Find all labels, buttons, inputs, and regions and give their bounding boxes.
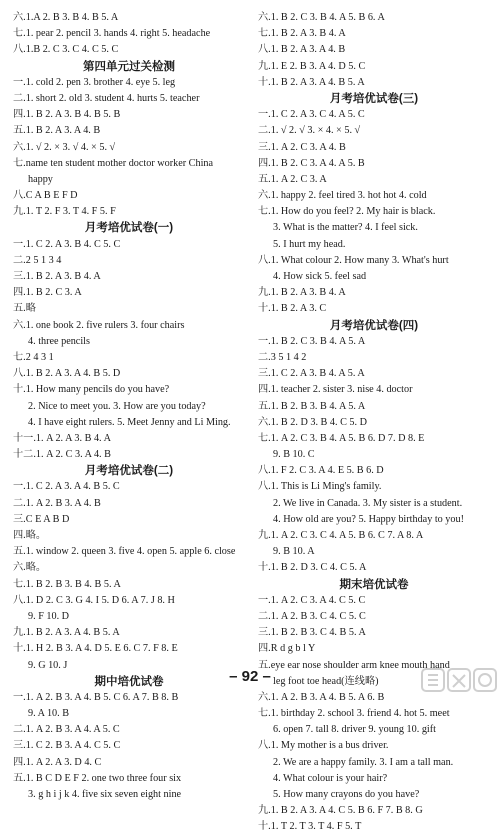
right-answer-line: 三.1. B 2. B 3. C 4. B 5. A <box>258 627 366 639</box>
right-answer-line: 十.1. T 2. T 3. T 4. F 5. T <box>258 821 362 833</box>
left-answer-line: 六.1.A 2. B 3. B 4. B 5. A <box>13 12 119 23</box>
left-answer-line: 四.1. B 2. A 3. B 4. B 5. B <box>13 109 121 121</box>
right-answer-line: 三.1. C 2. A 3. B 4. A 5. A <box>258 368 365 380</box>
right-answer-line: 八.1. What colour 2. How many 3. What's hurt <box>258 254 449 266</box>
right-answer-line: 八.1. B 2. A 3. A 4. B <box>258 44 346 56</box>
right-answer-line: 九.1. B 2. A 3. A 4. C 5. B 6. F 7. B 8. G <box>258 805 423 817</box>
left-answer-line: 9. A 10. B <box>28 708 70 720</box>
right-answer-line: 二.1. A 2. B 3. C 4. C 5. C <box>258 610 366 622</box>
left-answer-line: 二.1. short 2. old 3. student 4. hurts 5. teacher <box>13 92 200 104</box>
right-answer-column <box>258 10 490 836</box>
left-answer-line: 九.1. B 2. A 3. A 4. B 5. A <box>13 627 120 639</box>
left-answer-line: 3. g h i j k 4. five six seven eight nine <box>28 789 182 800</box>
left-answer-line: 六.1. one book 2. five rulers 3. four chairs <box>13 319 185 331</box>
right-answer-line: 一.1. C 2. A 3. C 4. A 5. C <box>258 109 365 121</box>
right-answer-line: 六.1. A 2. B 3. A 4. B 5. A 6. B <box>258 691 385 703</box>
left-answer-line: 四.略。 <box>13 530 47 541</box>
right-answer-line: 五.1. A 2. C 3. A <box>258 173 327 185</box>
left-answer-line: 七.1. pear 2. pencil 3. hands 4. right 5. headache <box>13 28 211 40</box>
left-answer-line: 四.1. A 2. A 3. D 4. C <box>13 756 102 768</box>
left-answer-line: 三.1. C 2. B 3. A 4. C 5. C <box>13 740 121 752</box>
left-answer-line: 五.1. B C D E F 2. one two three four six <box>13 772 182 784</box>
right-answer-line: 一.1. A 2. C 3. A 4. C 5. C <box>258 594 366 606</box>
right-answer-line: 四.1. teacher 2. sister 3. nise 4. doctor <box>258 384 413 396</box>
right-answer-line: 五.eye ear nose shoulder arm knee mouth hand <box>258 659 450 671</box>
left-answer-line: 五.1. window 2. queen 3. five 4. open 5. apple 6. close <box>13 546 236 558</box>
right-answer-line: 九.1. B 2. A 3. B 4. A <box>258 287 346 299</box>
left-answer-line: 9. F 10. D <box>28 610 70 622</box>
left-answer-line: 二.1. A 2. B 3. A 4. A 5. C <box>13 724 120 736</box>
right-answer-line: 十.1. B 2. A 3. C <box>258 303 327 315</box>
left-answer-line: 一.1. C 2. A 3. B 4. C 5. C <box>13 238 121 250</box>
right-answer-line: 八.1. My mother is a bus driver. <box>258 740 389 752</box>
left-section-heading: 第四单元过关检测 <box>83 60 175 73</box>
left-answer-line: 八.1. B 2. A 3. A 4. B 5. D <box>13 368 121 380</box>
right-answer-line: 七.1. How do you feel? 2. My hair is black. <box>258 206 436 218</box>
left-section-heading: 月考培优试卷(一) <box>84 222 174 235</box>
left-answer-line: 八.1.B 2. C 3. C 4. C 5. C <box>13 44 119 56</box>
left-answer-line: 4. I have eight rulers. 5. Meet Jenny and Li Ming. <box>28 416 231 428</box>
left-answer-line: 十.1. H 2. B 3. A 4. D 5. E 6. C 7. F 8. E <box>13 643 178 655</box>
left-answer-line: happy <box>28 173 53 185</box>
right-answer-line: 5. I hurt my head. <box>273 238 346 250</box>
right-answer-line: 十.1. B 2. A 3. A 4. B 5. A <box>258 76 365 88</box>
right-answer-line: 一.1. B 2. C 3. B 4. A 5. A <box>258 335 366 347</box>
right-answer-line: 2. We live in Canada. 3. My sister is a student. <box>273 497 463 509</box>
right-answer-line: 3. What is the matter? 4. I feel sick. <box>273 222 418 234</box>
left-answer-line: 9. G 10. J <box>28 659 68 671</box>
left-answer-line: 四.1. B 2. C 3. A <box>13 287 82 299</box>
right-answer-line: 9. B 10. A <box>273 546 315 558</box>
right-answer-line: 七.1. A 2. C 3. B 4. A 5. B 6. D 7. D 8. E <box>258 432 425 444</box>
left-answer-line: 九.1. T 2. F 3. T 4. F 5. F <box>13 206 116 218</box>
left-answer-line: 五.略 <box>13 303 36 315</box>
right-answer-line: 二.3 5 1 4 2 <box>258 351 307 363</box>
right-answer-line: 六.1. B 2. C 3. B 4. A 5. B 6. A <box>258 12 385 23</box>
right-answer-line: 五.1. B 2. B 3. B 4. A 5. A <box>258 400 366 412</box>
right-section-heading: 月考培优试卷(四) <box>329 319 419 332</box>
left-answer-line: 一.1. C 2. A 3. A 4. B 5. C <box>13 481 120 493</box>
left-section-heading: 月考培优试卷(二) <box>84 465 174 478</box>
right-answer-line: 5. How many crayons do you have? <box>273 789 420 800</box>
right-answer-line: 2. We are a happy family. 3. I am a tall man. <box>273 756 454 768</box>
right-answer-line: 4. What colour is your hair? <box>273 772 388 784</box>
right-answer-line: 九.1. E 2. B 3. A 4. D 5. C <box>258 60 366 72</box>
right-answer-line: 七.1. birthday 2. school 3. friend 4. hot 5. meet <box>258 708 450 720</box>
right-answer-line: 四.1. B 2. C 3. A 4. A 5. B <box>258 157 365 169</box>
right-section-heading: 期末培优试卷 <box>339 578 409 591</box>
left-answer-line: 二.1. A 2. B 3. A 4. B <box>13 497 101 509</box>
right-answer-line: 六.1. happy 2. feel tired 3. hot hot 4. cold <box>258 190 427 202</box>
right-answer-line: 八.1. This is Li Ming's family. <box>258 481 382 493</box>
right-answer-line: 4. How sick 5. feel sad <box>273 271 367 282</box>
right-answer-line: 九.1. A 2. C 3. C 4. A 5. B 6. C 7. A 8. A <box>258 530 424 541</box>
left-answer-line: 七.name ten student mother doctor worker China <box>13 157 214 169</box>
right-answer-line: 十.1. B 2. D 3. C 4. C 5. A <box>258 562 367 574</box>
left-answer-line: 4. three pencils <box>28 335 90 347</box>
right-answer-line: 6. open 7. tall 8. driver 9. young 10. gift <box>273 724 436 736</box>
left-answer-line: 一.1. cold 2. pen 3. brother 4. eye 5. leg <box>13 76 176 88</box>
left-answer-line: 十二.1. A 2. C 3. A 4. B <box>13 449 111 461</box>
left-answer-line: 六.1. √ 2. × 3. √ 4. × 5. √ <box>13 141 116 153</box>
right-answer-line: 二.1. √ 2. √ 3. × 4. × 5. √ <box>258 125 361 137</box>
watermark-logo <box>420 665 498 697</box>
page-number: – 92 – <box>229 668 271 685</box>
right-answer-line: 六.1. B 2. D 3. B 4. C 5. D <box>258 416 367 428</box>
right-answer-line: 八.1. F 2. C 3. A 4. E 5. B 6. D <box>258 465 384 477</box>
left-answer-line: 一.1. A 2. B 3. A 4. B 5. C 6. A 7. B 8. B <box>13 691 179 703</box>
left-answer-line: 八.C A B E F D <box>13 190 78 202</box>
left-answer-line: 七.1. B 2. B 3. B 4. B 5. A <box>13 578 121 590</box>
left-answer-line: 三.C E A B D <box>13 513 70 525</box>
left-answer-line: 二.2 5 1 3 4 <box>13 254 62 266</box>
right-answer-line: 三.1. A 2. C 3. A 4. B <box>258 141 346 153</box>
left-answer-line: 六.略。 <box>13 562 47 574</box>
left-answer-line: 七.2 4 3 1 <box>13 351 54 363</box>
right-answer-line: 9. B 10. C <box>273 449 315 461</box>
right-answer-line: 七.1. B 2. A 3. B 4. A <box>258 28 346 40</box>
right-answer-line: 4. How old are you? 5. Happy birthday to you! <box>273 513 464 525</box>
left-answer-line: 五.1. B 2. A 3. A 4. B <box>13 125 101 137</box>
left-answer-line: 十一.1. A 2. A 3. B 4. A <box>13 432 111 444</box>
left-answer-line: 2. Nice to meet you. 3. How are you today? <box>28 400 206 412</box>
right-section-heading: 月考培优试卷(三) <box>329 92 419 105</box>
right-answer-line: leg foot toe head(连线略) <box>273 675 379 687</box>
right-answer-line: 四.R d g b l Y <box>258 643 316 655</box>
left-answer-line: 八.1. D 2. C 3. G 4. I 5. D 6. A 7. J 8. H <box>13 594 175 606</box>
left-section-heading: 期中培优试卷 <box>94 675 164 688</box>
left-answer-line: 十.1. How many pencils do you have? <box>13 384 170 396</box>
left-answer-line: 三.1. B 2. A 3. B 4. A <box>13 271 101 282</box>
